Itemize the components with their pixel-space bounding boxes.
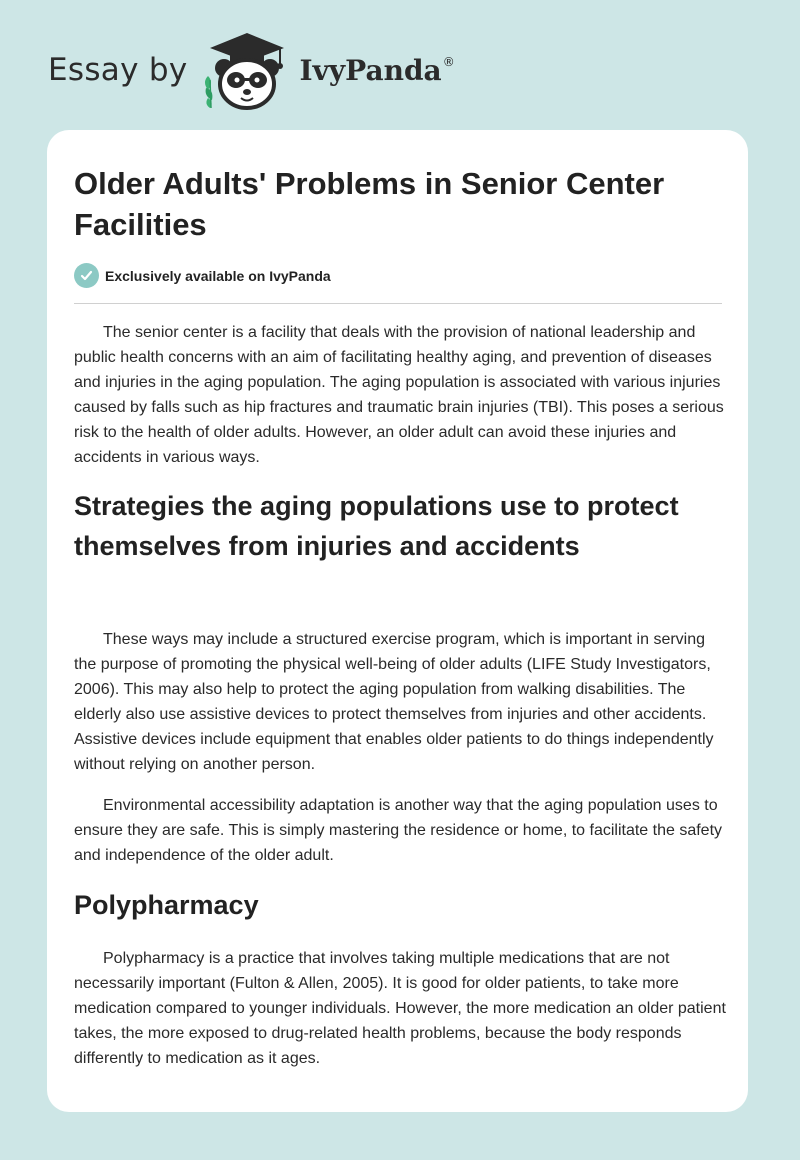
brand-header	[48, 30, 455, 110]
paragraph-strategies: These ways may include a structured exercise program, which is important in serving the purpose of promoting the physical well-being of older adults (LIFE Study Investigators, 2006). This may also help to protect the aging population from walking disabilities. The elderly also use assistive devices to protect themselves from injuries and other accidents. Assistive devices include equipment that enables older patients to do things independently without relying on another person.	[74, 631, 714, 773]
heading-polypharmacy: Polypharmacy	[74, 890, 259, 920]
paragraph-environment: Environmental accessibility adaptation is another way that the aging population uses to ensure they are safe. This is simply mastering the residence or home, to facilitate the safety and independence of the older adult.	[74, 797, 723, 864]
paragraph-polypharmacy: Polypharmacy is a practice that involves taking multiple medications that are not necessarily important (Fulton & Allen, 2005). It is good for older patients, to take more medication compared to younger individuals. However, the more medication an older patient takes, the more exposed to drug-related health problems, because the body responds differently to medication as it ages.	[74, 950, 726, 1067]
exclusive-badge	[74, 263, 331, 288]
paragraph-intro: The senior center is a facility that deals with the provision of national leadership and public health concerns with an aim of facilitating healthy aging, and prevention of diseases and injuries in the aging population. The aging population is associated with various injuries caused by falls such as hip fractures and traumatic brain injuries (TBI). This poses a serious risk to the health of older adults. However, an older adult can avoid these injuries and accidents in various ways.	[74, 324, 724, 466]
brand-prefix: Essay by	[48, 52, 188, 88]
registered-mark: ®	[442, 55, 455, 69]
essay-card	[47, 130, 748, 1112]
exclusive-label: Exclusively available on IvyPanda	[105, 267, 331, 284]
graduation-panda-logo-icon	[200, 30, 294, 110]
essay-title: Older Adults' Problems in Senior Center Facilities	[74, 166, 665, 242]
brand-name: IvyPanda	[299, 53, 442, 87]
divider	[74, 303, 722, 304]
check-circle-icon	[74, 263, 99, 288]
heading-strategies: Strategies the aging populations use to protect themselves from injuries and accidents	[74, 491, 679, 561]
